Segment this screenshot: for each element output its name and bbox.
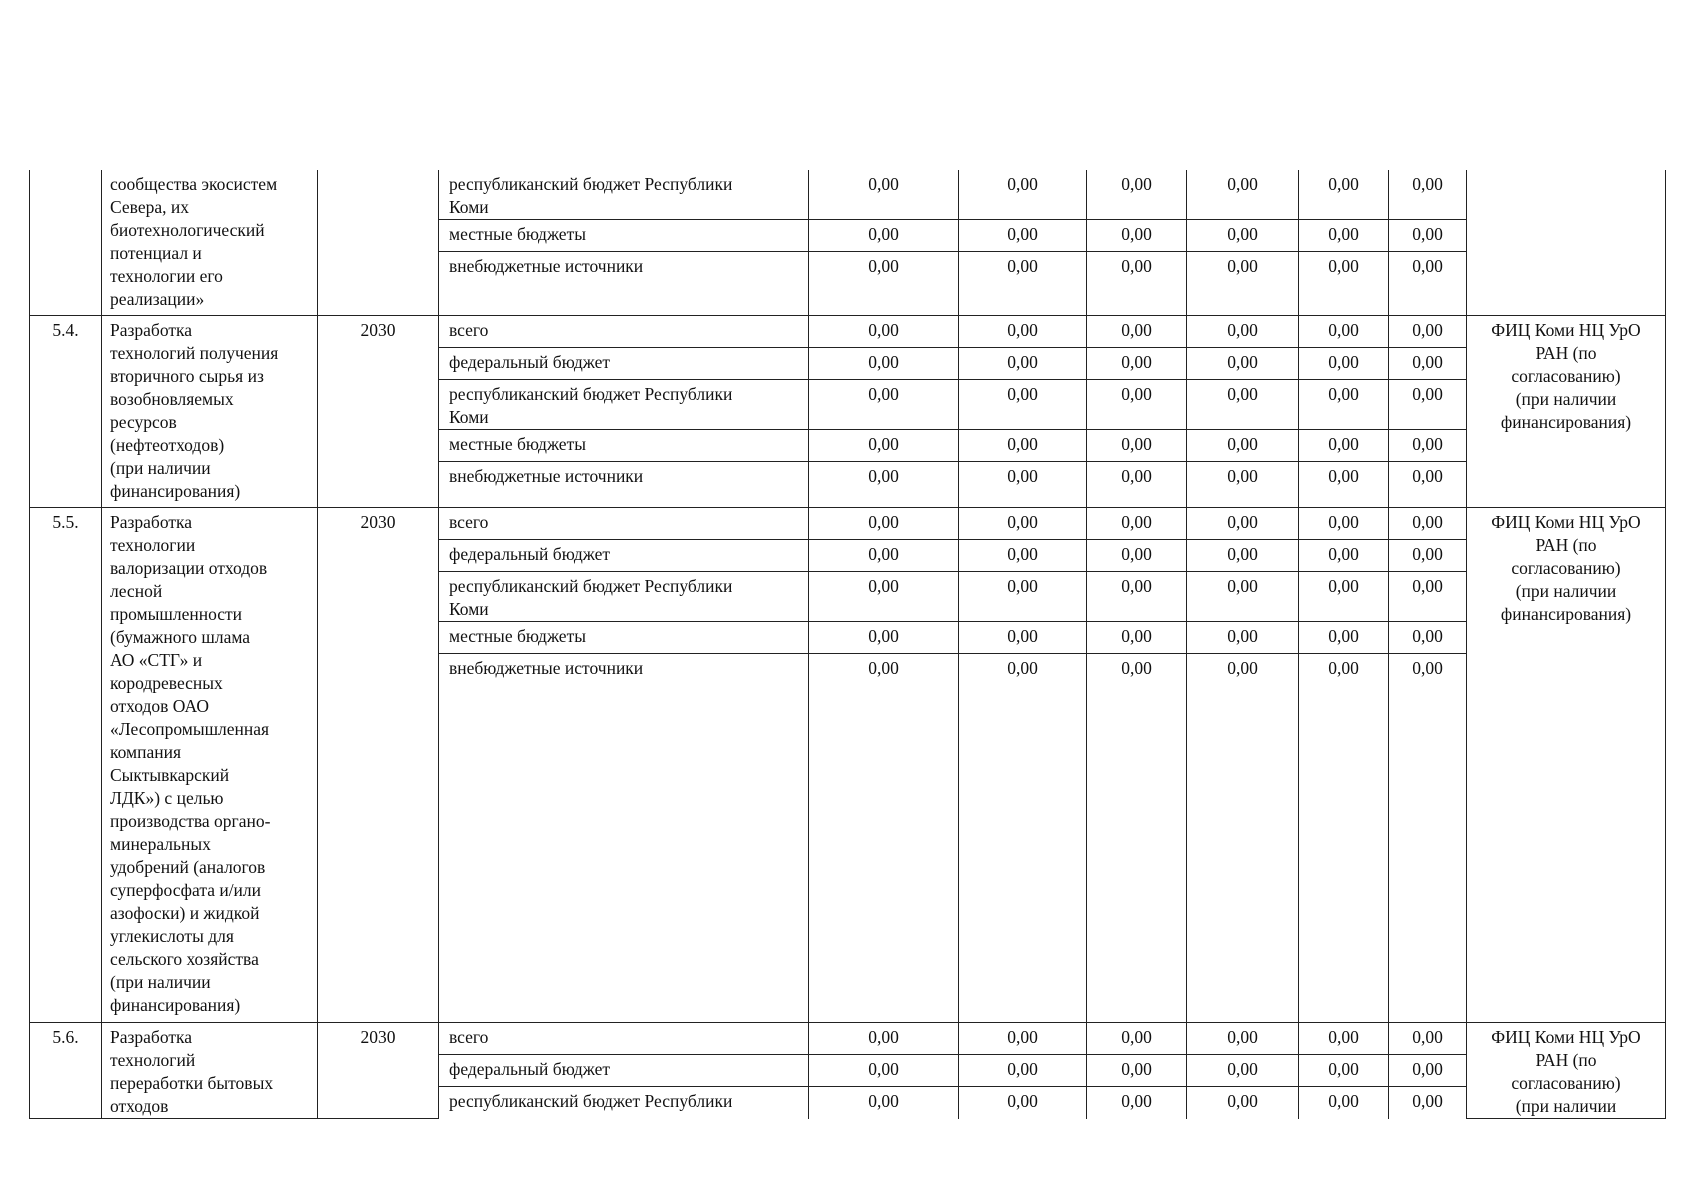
value-cell: 0,00: [959, 462, 1087, 508]
value-cell: 0,00: [1087, 654, 1187, 1023]
value-cell: 0,00: [1187, 316, 1299, 348]
value-cell: 0,00: [809, 572, 959, 622]
value-cell: 0,00: [1087, 316, 1187, 348]
value-cell: 0,00: [1087, 1055, 1187, 1087]
value-cell: 0,00: [959, 316, 1087, 348]
value-cell: 0,00: [1299, 252, 1389, 316]
funding-source: всего: [439, 316, 809, 348]
table-row: [30, 170, 1666, 220]
value-cell: 0,00: [1187, 380, 1299, 430]
value-cell: 0,00: [809, 462, 959, 508]
value-cell: 0,00: [959, 430, 1087, 462]
item-name: [102, 508, 318, 1023]
value-cell: 0,00: [959, 1087, 1087, 1119]
value-cell: 0,00: [1389, 572, 1467, 622]
value-cell: 0,00: [809, 540, 959, 572]
item-executor-text: ФИЦ Коми НЦ УрО РАН (по согласованию) (при наличии: [1491, 1027, 1641, 1116]
funding-source: местные бюджеты: [439, 430, 809, 462]
item-executor-text: ФИЦ Коми НЦ УрО РАН (по согласованию) (при наличии финансирования): [1491, 512, 1641, 624]
value-cell: 0,00: [1087, 540, 1187, 572]
item-year: 2030: [318, 316, 439, 508]
value-cell: 0,00: [1187, 1023, 1299, 1055]
value-cell: 0,00: [1389, 508, 1467, 540]
item-number: [30, 170, 102, 316]
value-cell: 0,00: [959, 380, 1087, 430]
item-number: 5.6.: [30, 1023, 102, 1119]
item-number: 5.4.: [30, 316, 102, 508]
item-name: [102, 1023, 318, 1119]
value-cell: 0,00: [1187, 540, 1299, 572]
value-cell: 0,00: [1299, 1055, 1389, 1087]
value-cell: 0,00: [1389, 622, 1467, 654]
value-cell: 0,00: [1187, 1087, 1299, 1119]
value-cell: 0,00: [959, 220, 1087, 252]
funding-source: федеральный бюджет: [439, 540, 809, 572]
value-cell: 0,00: [1299, 348, 1389, 380]
value-cell: 0,00: [1389, 1023, 1467, 1055]
value-cell: 0,00: [1389, 170, 1467, 220]
item-year: [318, 170, 439, 316]
value-cell: 0,00: [1187, 572, 1299, 622]
value-cell: 0,00: [1299, 1087, 1389, 1119]
value-cell: 0,00: [1087, 252, 1187, 316]
value-cell: 0,00: [1299, 654, 1389, 1023]
value-cell: 0,00: [1389, 348, 1467, 380]
value-cell: 0,00: [1087, 380, 1187, 430]
value-cell: 0,00: [959, 348, 1087, 380]
value-cell: 0,00: [809, 348, 959, 380]
value-cell: 0,00: [809, 170, 959, 220]
value-cell: 0,00: [1087, 430, 1187, 462]
item-year: 2030: [318, 1023, 439, 1119]
value-cell: 0,00: [809, 1023, 959, 1055]
value-cell: 0,00: [1299, 540, 1389, 572]
funding-source: [439, 380, 809, 430]
value-cell: 0,00: [809, 1055, 959, 1087]
value-cell: 0,00: [1187, 170, 1299, 220]
item-name-text: Разработка технологий получения вторичного сырья из возобновляемых ресурсов (нефтеотходов) (при наличии финансирования): [110, 320, 279, 501]
value-cell: 0,00: [959, 572, 1087, 622]
value-cell: 0,00: [1087, 220, 1187, 252]
funding-source: [439, 572, 809, 622]
table-row: [30, 316, 1666, 348]
item-number: 5.5.: [30, 508, 102, 1023]
value-cell: 0,00: [959, 1055, 1087, 1087]
table-row: [30, 508, 1666, 540]
funding-source: республиканский бюджет Республики: [439, 1087, 809, 1119]
value-cell: 0,00: [1389, 540, 1467, 572]
value-cell: 0,00: [1087, 1023, 1187, 1055]
value-cell: 0,00: [1389, 462, 1467, 508]
value-cell: 0,00: [1389, 1087, 1467, 1119]
value-cell: 0,00: [959, 622, 1087, 654]
value-cell: 0,00: [959, 1023, 1087, 1055]
value-cell: 0,00: [1087, 508, 1187, 540]
funding-source: федеральный бюджет: [439, 348, 809, 380]
value-cell: 0,00: [1389, 252, 1467, 316]
item-executor: [1467, 316, 1666, 508]
item-executor: [1467, 508, 1666, 1023]
value-cell: 0,00: [1187, 220, 1299, 252]
value-cell: 0,00: [959, 540, 1087, 572]
value-cell: 0,00: [809, 1087, 959, 1119]
value-cell: 0,00: [1087, 622, 1187, 654]
value-cell: 0,00: [1389, 1055, 1467, 1087]
value-cell: 0,00: [809, 508, 959, 540]
item-name-text: сообщества экосистем Севера, их биотехнологический потенциал и технологии его реализации»: [110, 174, 278, 309]
value-cell: 0,00: [809, 622, 959, 654]
item-executor-text: ФИЦ Коми НЦ УрО РАН (по согласованию) (при наличии финансирования): [1491, 320, 1641, 432]
item-name-text: Разработка технологий переработки бытовых отходов: [110, 1027, 274, 1116]
funding-source: [439, 170, 809, 220]
value-cell: 0,00: [1389, 220, 1467, 252]
value-cell: 0,00: [809, 654, 959, 1023]
value-cell: 0,00: [1299, 508, 1389, 540]
value-cell: 0,00: [1187, 508, 1299, 540]
table-row: [30, 1023, 1666, 1055]
value-cell: 0,00: [1299, 316, 1389, 348]
value-cell: 0,00: [959, 170, 1087, 220]
value-cell: 0,00: [1389, 654, 1467, 1023]
value-cell: 0,00: [1187, 1055, 1299, 1087]
funding-source-label: республиканский бюджет Республики Коми: [449, 174, 733, 217]
value-cell: 0,00: [1187, 654, 1299, 1023]
value-cell: 0,00: [1299, 430, 1389, 462]
funding-source: всего: [439, 1023, 809, 1055]
funding-source: всего: [439, 508, 809, 540]
funding-table: [29, 170, 1666, 1119]
item-name: [102, 170, 318, 316]
item-name-text: Разработка технологии валоризации отходов лесной промышленности (бумажного шлама АО «СТГ» и кородревесных отходов ОАО «Лесопромышленная компания Сыктывкарский ЛДК») с целью производства органо- минеральных удобрений (аналогов суперфосфата и/или азофоски) и жидкой углекислоты для сельского хозяйства (при наличии финансирования): [110, 512, 271, 1015]
value-cell: 0,00: [1389, 316, 1467, 348]
value-cell: 0,00: [1087, 462, 1187, 508]
item-name: [102, 316, 318, 508]
value-cell: 0,00: [1389, 430, 1467, 462]
item-executor: [1467, 170, 1666, 316]
value-cell: 0,00: [1087, 348, 1187, 380]
value-cell: 0,00: [809, 380, 959, 430]
funding-source: внебюджетные источники: [439, 252, 809, 316]
funding-source: федеральный бюджет: [439, 1055, 809, 1087]
value-cell: 0,00: [809, 252, 959, 316]
value-cell: 0,00: [1389, 380, 1467, 430]
value-cell: 0,00: [1087, 572, 1187, 622]
value-cell: 0,00: [1187, 348, 1299, 380]
value-cell: 0,00: [1299, 170, 1389, 220]
value-cell: 0,00: [1187, 622, 1299, 654]
value-cell: 0,00: [1299, 220, 1389, 252]
item-year: 2030: [318, 508, 439, 1023]
value-cell: 0,00: [1187, 462, 1299, 508]
item-executor: [1467, 1023, 1666, 1119]
value-cell: 0,00: [1087, 1087, 1187, 1119]
funding-source-label: республиканский бюджет Республики Коми: [449, 576, 733, 619]
value-cell: 0,00: [809, 220, 959, 252]
value-cell: 0,00: [809, 430, 959, 462]
value-cell: 0,00: [1299, 572, 1389, 622]
value-cell: 0,00: [1187, 252, 1299, 316]
value-cell: 0,00: [1299, 622, 1389, 654]
value-cell: 0,00: [1299, 1023, 1389, 1055]
funding-source: местные бюджеты: [439, 220, 809, 252]
funding-source: внебюджетные источники: [439, 462, 809, 508]
value-cell: 0,00: [1299, 462, 1389, 508]
value-cell: 0,00: [959, 508, 1087, 540]
funding-source-label: республиканский бюджет Республики Коми: [449, 384, 733, 427]
value-cell: 0,00: [1187, 430, 1299, 462]
value-cell: 0,00: [1087, 170, 1187, 220]
value-cell: 0,00: [809, 316, 959, 348]
funding-source: внебюджетные источники: [439, 654, 809, 1023]
value-cell: 0,00: [959, 252, 1087, 316]
value-cell: 0,00: [1299, 380, 1389, 430]
value-cell: 0,00: [959, 654, 1087, 1023]
funding-source: местные бюджеты: [439, 622, 809, 654]
